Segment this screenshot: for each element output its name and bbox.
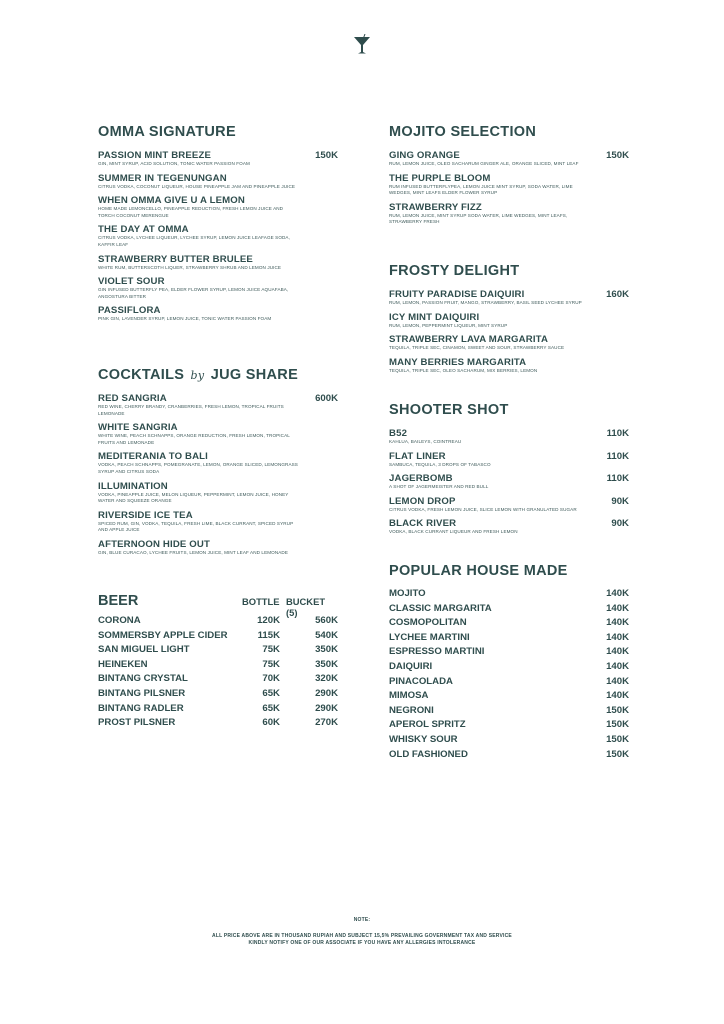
cocktails-jug-section [98,367,338,562]
item-description: TEQUILA, TRIPLE SEC, OLEO SACHARUM, MIX BERRIES, LEMON [389,367,538,373]
drink-price: 140K [606,646,629,658]
menu-item [98,393,338,417]
drink-name: APEROL SPRITZ [389,719,466,731]
house-drink-row [389,632,629,647]
item-name: THE PURPLE BLOOM [389,172,491,184]
menu-item [389,518,629,536]
item-name: AFTERNOON HIDE OUT [98,538,210,550]
menu-item [389,173,629,197]
item-price: 150K [606,150,629,161]
item-description: KAHLUA, BAILEYS, COINTREAU [389,439,462,444]
item-price: 110K [606,450,629,462]
item-description: SPICED RUM, GIN, VODKA, TEQUILA, FRESH LIME, BLACK CURRANT, SPICED SYRUP AND APPLE JUICE [98,520,294,533]
menu-item [98,305,338,323]
house-drink-row [389,734,629,749]
item-name: MEDITERANIA TO BALI [98,451,208,463]
item-name: LEMON DROP [389,495,456,507]
menu-item [98,254,338,272]
bucket-price: 290K [315,687,338,699]
item-price: 110K [606,473,629,485]
menu-item [389,334,629,352]
popular-house-made-section [389,563,629,763]
drink-name: MIMOSA [389,690,429,702]
item-name: B52 [389,428,408,439]
bucket-price: 350K [315,644,338,656]
item-description: VODKA, PINEAPPLE JUICE, MELON LIQUEUR, PEPPERMINT, LEMON JUICE, HONEY WATER AND SQUEEZE ORANGE [98,491,289,504]
house-drink-row [389,646,629,661]
item-description: SAMBUCA, TEQUILA, 3 DROPS OF TABASCO [389,461,491,467]
item-name: RIVERSIDE ICE TEA [98,509,193,521]
item-name: VIOLET SOUR [98,276,165,288]
item-name: FRUITY PARADISE DAIQUIRI [389,289,525,300]
menu-item [98,195,338,219]
menu-item [389,357,629,375]
item-description: HOME MADE LEMONCELLO, PINEAPPLE REDUCTION, FRESH LEMON JUICE AND TORCH COCONUT MERENGUE [98,206,284,218]
beer-name: CORONA [98,615,141,626]
item-name: WHITE SANGRIA [98,422,178,434]
item-description: RUM INFUSED BUTTERFLYPEA, LEMON JUICE MINT SYRUP, SODA WATER, LIME WEDGES, MINT LEAFS ELDER FLOWER SYRUP [389,183,573,196]
house-drink-row [389,690,629,705]
menu-item [98,276,338,300]
drink-price: 150K [606,719,629,731]
drink-name: MOJITO [389,588,426,599]
beer-name: BINTANG PILSNER [98,687,186,699]
menu-item [98,173,338,191]
drink-name: DAIQUIRI [389,660,433,672]
drink-name: COSMOPOLITAN [389,617,467,629]
drink-price: 140K [606,602,629,614]
beer-row [98,717,338,732]
item-name: STRAWBERRY BUTTER BRULEE [98,253,253,265]
menu-item [98,224,338,248]
item-description: RUM, LEMON JUICE, MINT SYRUP SODA WATER, LIME WEDGES, MINT LEAFS, STRAWBERRY FRESH [389,212,568,225]
beer-row [98,688,338,703]
beer-row [98,703,338,718]
item-name: STRAWBERRY FIZZ [389,201,482,213]
column-header-bucket: BUCKET (5) [286,596,326,618]
drink-price: 140K [606,690,629,702]
beer-header [98,593,338,618]
menu-item [389,202,629,226]
beer-name: BINTANG CRYSTAL [98,673,188,685]
item-price: 150K [315,150,338,161]
menu-item [389,496,629,514]
drink-price: 140K [606,631,629,643]
drink-price: 140K [606,617,629,629]
drink-name: PINACOLADA [389,675,453,687]
menu-item [389,312,629,330]
bottle-price: 115K [257,629,280,641]
bottle-price: 60K [262,717,280,729]
house-drink-row [389,617,629,632]
item-name: MANY BERRIES MARGARITA [389,356,527,368]
item-description: RUM, LEMON, PEPPERMINT LIQUEUR, MINT SYRUP [389,322,508,328]
item-description: CITRUS VODKA, COCONUT LIQUEUR, HOUSE PINEAPPLE JAM AND PINEAPPLE JUICE [98,183,296,189]
beer-name: HEINEKEN [98,658,148,670]
beer-section [98,593,338,732]
menu-item [98,539,338,557]
drink-name: OLD FASHIONED [389,748,468,760]
drink-price: 150K [606,704,629,716]
drink-name: NEGRONI [389,704,434,716]
item-description: RED WINE, CHERRY BRANDY, CRANBERRIES, FRESH LEMON, TROPICAL FRUITS LEMONADE [98,404,284,416]
section-title: BEER [98,593,139,609]
item-description: A SHOT OF JAGERMEISTER AND RED BULL [389,484,489,490]
item-name: SUMMER IN TEGENUNGAN [98,172,227,184]
section-title: FROSTY DELIGHT [389,263,520,279]
column-header-bottle: BOTTLE [242,596,280,607]
bucket-price: 350K [315,658,338,670]
house-drink-row [389,603,629,618]
beer-row [98,673,338,688]
item-description: GIN INFUSED BUTTERFLY PEA, ELDER FLOWER SYRUP, LEMON JUICE AQUAFABA, ANGOSTURA BITTER [98,287,289,299]
item-name: THE DAY AT OMMA [98,224,189,236]
drink-price: 140K [606,675,629,687]
menu-item [98,510,338,534]
item-description: CITRUS VODKA, FRESH LEMON JUICE, SLICE LEMON WITH GRANULATED SUGAR [389,506,577,512]
item-description: TEQUILA, TRIPLE SEC, CINAMON, SWEET AND SOUR, STRAWBERRY SAUCE [389,345,565,351]
beer-name: SOMMERSBY APPLE CIDER [98,629,228,641]
bottle-price: 70K [262,673,280,685]
item-name: BLACK RIVER [389,518,457,530]
item-name: FLAT LINER [389,450,446,462]
beer-row [98,630,338,645]
house-drink-row [389,719,629,734]
item-name: WHEN OMMA GIVE U A LEMON [98,195,245,207]
mojito-selection-section [389,124,629,231]
item-name: STRAWBERRY LAVA MARGARITA [389,334,549,346]
item-description: VODKA, BLACK CURRANT LIQUEUR AND FRESH LEMON [389,529,518,535]
section-title: MOJITO SELECTION [389,124,537,140]
drink-name: WHISKY SOUR [389,733,458,745]
item-name: PASSION MINT BREEZE [98,150,212,161]
beer-row [98,615,338,630]
item-description: GIN, MINT SYRUP, ACID SOLUTION, TONIC WATER PASSION FOAM [98,161,250,166]
bottle-price: 75K [262,644,280,656]
menu-item [389,428,629,446]
bucket-price: 320K [315,673,338,685]
footer-line-allergies: KINDLY NOTIFY ONE OF OUR ASSOCIATE IF YOU HAVE ANY ALLERGIES INTOLERANCE [248,940,476,946]
bucket-price: 290K [315,702,338,714]
item-name: RED SANGRIA [98,393,167,404]
item-price: 600K [315,393,338,404]
section-title: SHOOTER SHOT [389,402,509,418]
section-title: POPULAR HOUSE MADE [389,563,568,579]
section-title: OMMA SIGNATURE [98,124,236,140]
drink-name: CLASSIC MARGARITA [389,602,492,614]
house-drink-row [389,661,629,676]
menu-item [389,289,629,307]
item-name: ILLUMINATION [98,480,168,492]
bottle-price: 75K [262,658,280,670]
item-price: 90K [611,495,629,507]
cocktail-glass-icon [352,34,372,56]
menu-item [98,422,338,446]
bottle-price: 65K [262,702,280,714]
house-drink-row [389,676,629,691]
menu-item [98,150,338,168]
item-name: ICY MINT DAIQUIRI [389,311,480,323]
item-name: PASSIFLORA [98,305,161,317]
menu-item [98,451,338,475]
menu-item [98,481,338,505]
bucket-price: 270K [315,717,338,729]
drink-price: 140K [606,588,629,599]
item-description: VODKA, PEACH SCHNAPPS, POMEGRANATE, LEMON, ORANGE SLICED, LEMONGRASS SYRUP AND CITRUS SODA [98,462,298,474]
item-price: 90K [611,518,629,530]
bucket-price: 560K [315,615,338,626]
menu-item [389,473,629,491]
beer-name: SAN MIGUEL LIGHT [98,644,190,656]
shooter-shot-section [389,402,629,541]
beer-row [98,659,338,674]
drink-name: ESPRESSO MARTINI [389,646,485,658]
frosty-delight-section [389,263,629,379]
item-description: WHITE RUM, BUTTERSCOTH LIQUER, STRAWBERRY SHRUB AND LEMON JUICE [98,264,282,270]
bucket-price: 540K [315,629,338,641]
footer-note-label: NOTE: [353,917,371,923]
item-description: PINK GIN, LAVENDER SYRUP, LEMON JUICE, TONIC WATER PASSION FOAM [98,316,272,322]
menu-item [389,150,629,168]
item-price: 160K [606,289,629,300]
item-description: RUM, LEMON JUICE, OLEO SACHARUM GINGER ALE, ORANGE SLICED, MINT LEAF [389,161,579,166]
item-description: GIN, BLUE CURACAO, LYCHEE FRUITS, LEMON JUICE, MINT LEAF AND LEMONADE [98,549,289,555]
item-name: JAGERBOMB [389,473,453,485]
item-price: 110K [606,428,629,439]
house-drink-row [389,588,629,603]
house-drink-row [389,749,629,764]
beer-row [98,644,338,659]
menu-item [389,451,629,469]
item-description: RUM, LEMON, PASSION FRUIT, MANGO, STRAWBERRY, BASIL SEED LYCHEE SYRUP [389,300,582,305]
bottle-price: 65K [262,687,280,699]
item-description: WHITE WINE, PEACH SCHNAPPS, ORANGE REDUCTION, FRESH LEMON, TROPICAL FRUITS AND LEMONADE [98,433,290,445]
bottle-price: 120K [257,615,280,626]
house-drink-row [389,705,629,720]
item-description: CITRUS VODKA, LYCHEE LIQUEUR, LYCHEE SYRUP, LEMON JUICE LEAFAGE SODA, KAFFIR LEAF [98,235,290,247]
beer-name: BINTANG RADLER [98,702,184,714]
section-title: COCKTAILS by JUG SHARE [98,367,299,383]
drink-name: LYCHEE MARTINI [389,631,470,643]
footer-line-tax: ALL PRICE ABOVE ARE IN THOUSAND RUPIAH AND SUBJECT 15,5% PREVAILING GOVERNMENT TAX AND SERVICE [212,933,512,939]
drink-price: 150K [606,733,629,745]
drink-price: 140K [606,660,629,672]
omma-signature-section [98,124,338,328]
item-name: GING ORANGE [389,150,460,161]
drink-price: 150K [606,748,629,760]
beer-name: PROST PILSNER [98,717,176,729]
